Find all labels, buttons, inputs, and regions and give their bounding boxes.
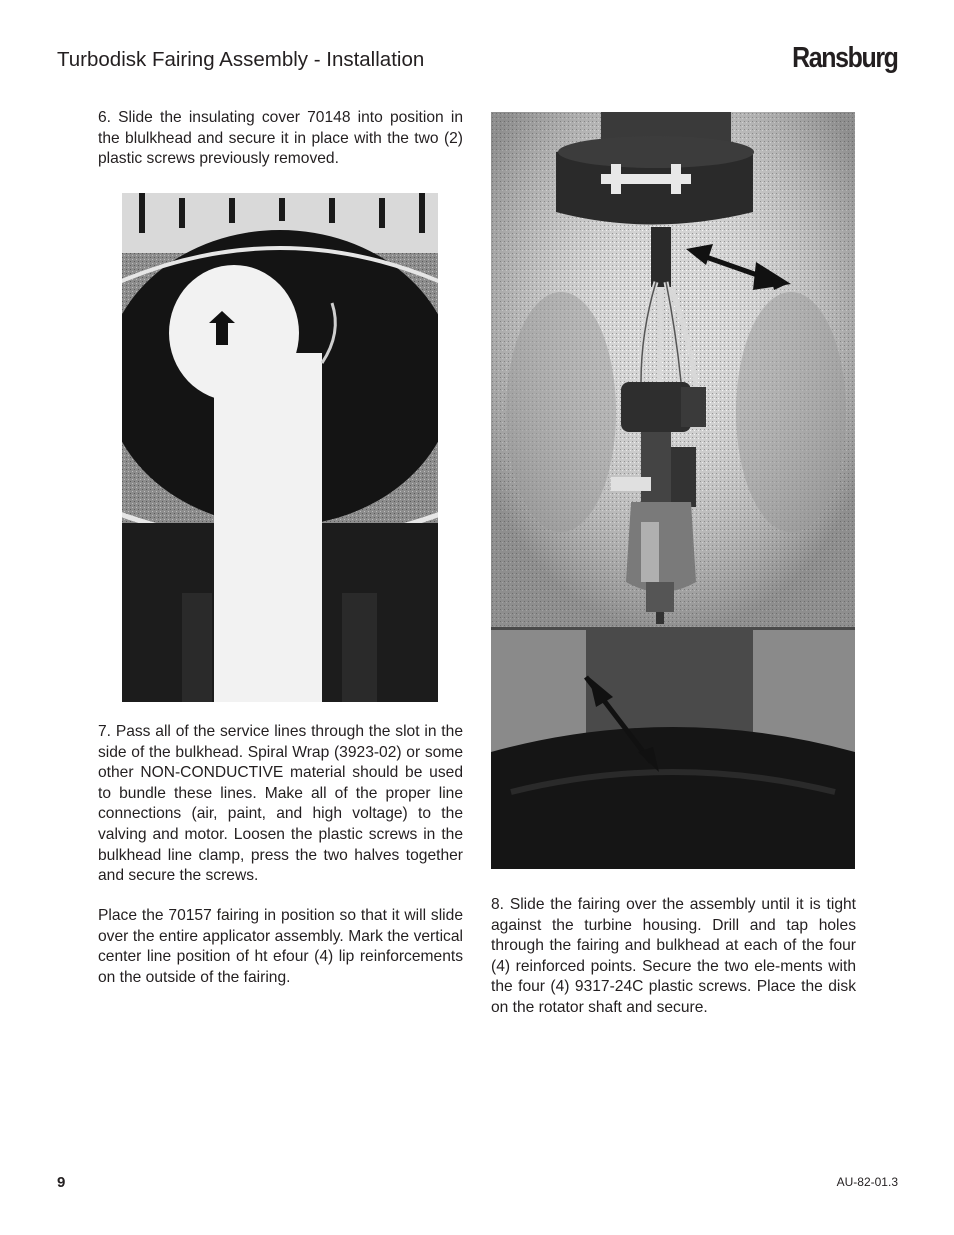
step-7-text: 7. Pass all of the service lines through the slot in the side of the bulkhead. Spiral Wrap (3923-02) or some other NON-CONDUCTIVE material should be used to bundle these lines. Make all of the proper line connections (air, paint, and high voltage) to the valving and motor. Loosen the plastic screws in the bulkhead line clamp, press the two halves together and secure the screws. [98, 723, 463, 885]
brand-logo: Ransburg [792, 42, 898, 74]
page-number: 9 [57, 1174, 66, 1191]
insulating-cover-photo [122, 193, 438, 702]
applicator-assembly-photo [491, 112, 855, 869]
place-fairing-text: Place the 70157 fairing in position so that it will slide over the entire applicator assembly. Mark the vertical center line position of ht efour (4) lip reinforcements on the outside of the fairing. [98, 907, 463, 986]
step-8-text: 8. Slide the fairing over the assembly until it is tight against the turbine housing. Drill and tap holes through the fairing and bulkhead at each of the four (4) reinforced points. Secure the two ele-ments with the four (4) 9317-24C plastic screws. Place the disk on the rotator shaft and secure. [491, 896, 856, 1016]
page-header-title: Turbodisk Fairing Assembly - Installation [57, 48, 425, 71]
step-6-text: 6. Slide the insulating cover 70148 into position in the blulkhead and secure it in place with the two (2) plastic screws previously removed. [98, 109, 463, 168]
document-number: AU-82-01.3 [836, 1175, 898, 1189]
